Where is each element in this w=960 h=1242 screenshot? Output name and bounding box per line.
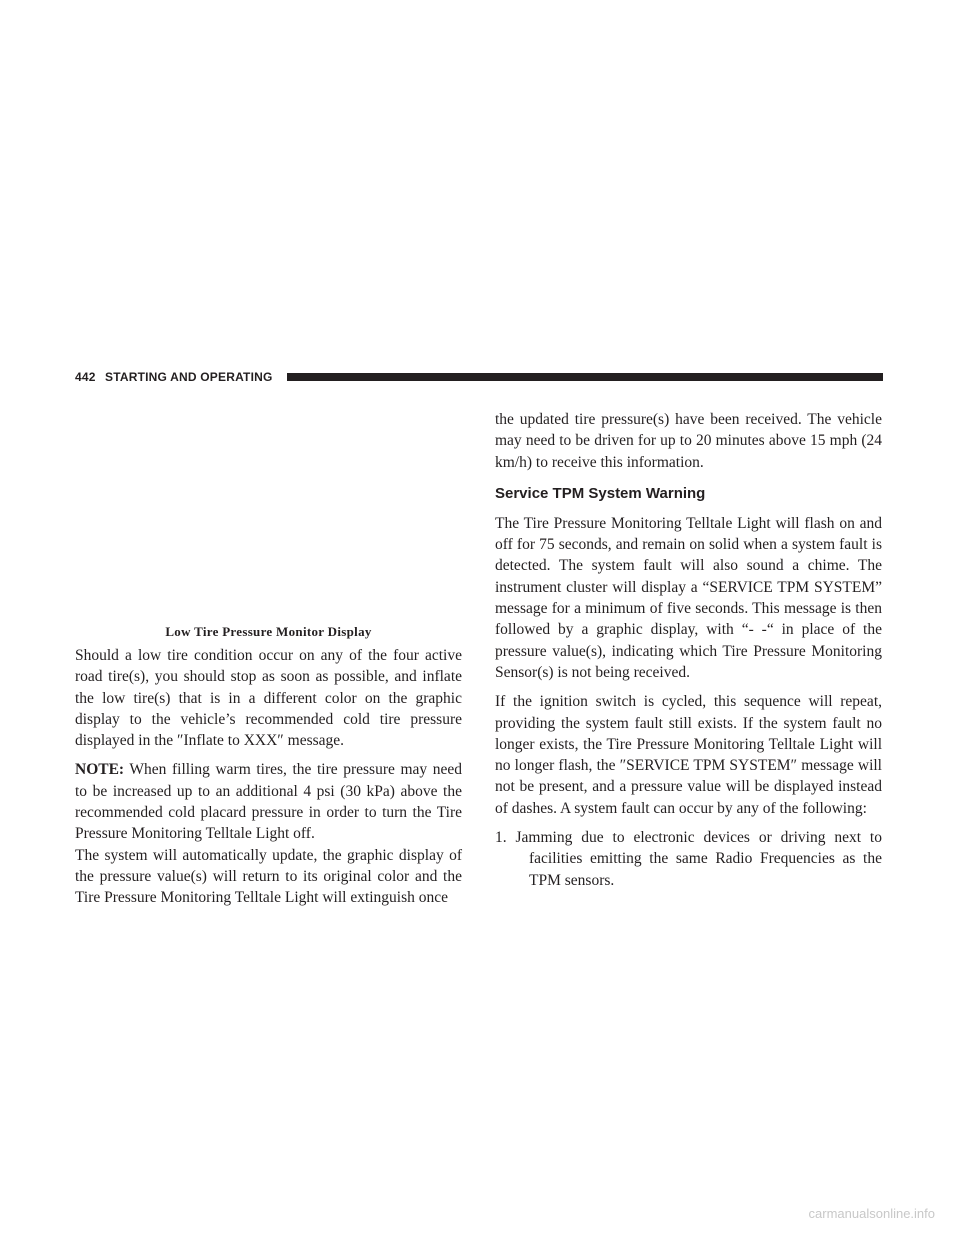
- list-item: 1. Jamming due to electronic devices or driving next to facilities emitting the same Radio Frequencies as the TPM sensors.: [495, 829, 882, 889]
- paragraph: The system will automatically update, the graphic display of the pressure value(s) will return to its original color and the Tire Pressure Monitoring Telltale Light will extinguish once: [75, 846, 462, 907]
- watermark: carmanualsonline.info: [808, 1206, 935, 1221]
- note-label: NOTE:: [75, 761, 125, 779]
- section-title: STARTING AND OPERATING: [105, 370, 273, 384]
- header-rule: [287, 373, 883, 381]
- paragraph: If the ignition switch is cycled, this sequence will repeat, providing the system fault still exists. If the system fault no longer exists, the Tire Pressure Monitoring Telltale Light will no longer flash, the ″SERVICE TPM SYSTEM″ message will not be present, and a pressure value will be displayed instead of dashes. A system fault can occur by any of the following:: [495, 693, 882, 817]
- figure-caption: Low Tire Pressure Monitor Display: [165, 624, 372, 639]
- page-header: [75, 369, 883, 385]
- paragraph: Should a low tire condition occur on any of the four active road tire(s), you should stop as soon as possible, and inflate the low tire(s) that is in a different color on the graphic display to the vehicle’s recommended cold tire pressure displayed in the ″Inflate to XXX″ message.: [75, 647, 462, 750]
- paragraph: the updated tire pressure(s) have been received. The vehicle may need to be driven for up to 20 minutes above 15 mph (24 km/h) to receive this information.: [495, 411, 882, 471]
- note-text: When filling warm tires, the tire pressure may need to be increased up to an additional 4 psi (30 kPa) above the recommended cold placard pressure in order to turn the Tire Pressure Monitoring Telltale Light off.: [75, 761, 462, 843]
- right-column: [495, 409, 882, 891]
- section-heading: Service TPM System Warning: [495, 484, 706, 502]
- note-paragraph: [75, 759, 462, 844]
- paragraph: The Tire Pressure Monitoring Telltale Light will flash on and off for 75 seconds, and remain on solid when a system fault is detected. The system fault will also sound a chime. The instrument cluster will display a “SERVICE TPM SYSTEM” message for a minimum of five seconds. This message is then followed by a graphic display, with “- -“ in place of the pressure value(s), indicating which Tire Pressure Monitoring Sensor(s) is not being received.: [495, 514, 882, 681]
- left-column: [75, 645, 462, 909]
- page-number: 442: [75, 370, 96, 384]
